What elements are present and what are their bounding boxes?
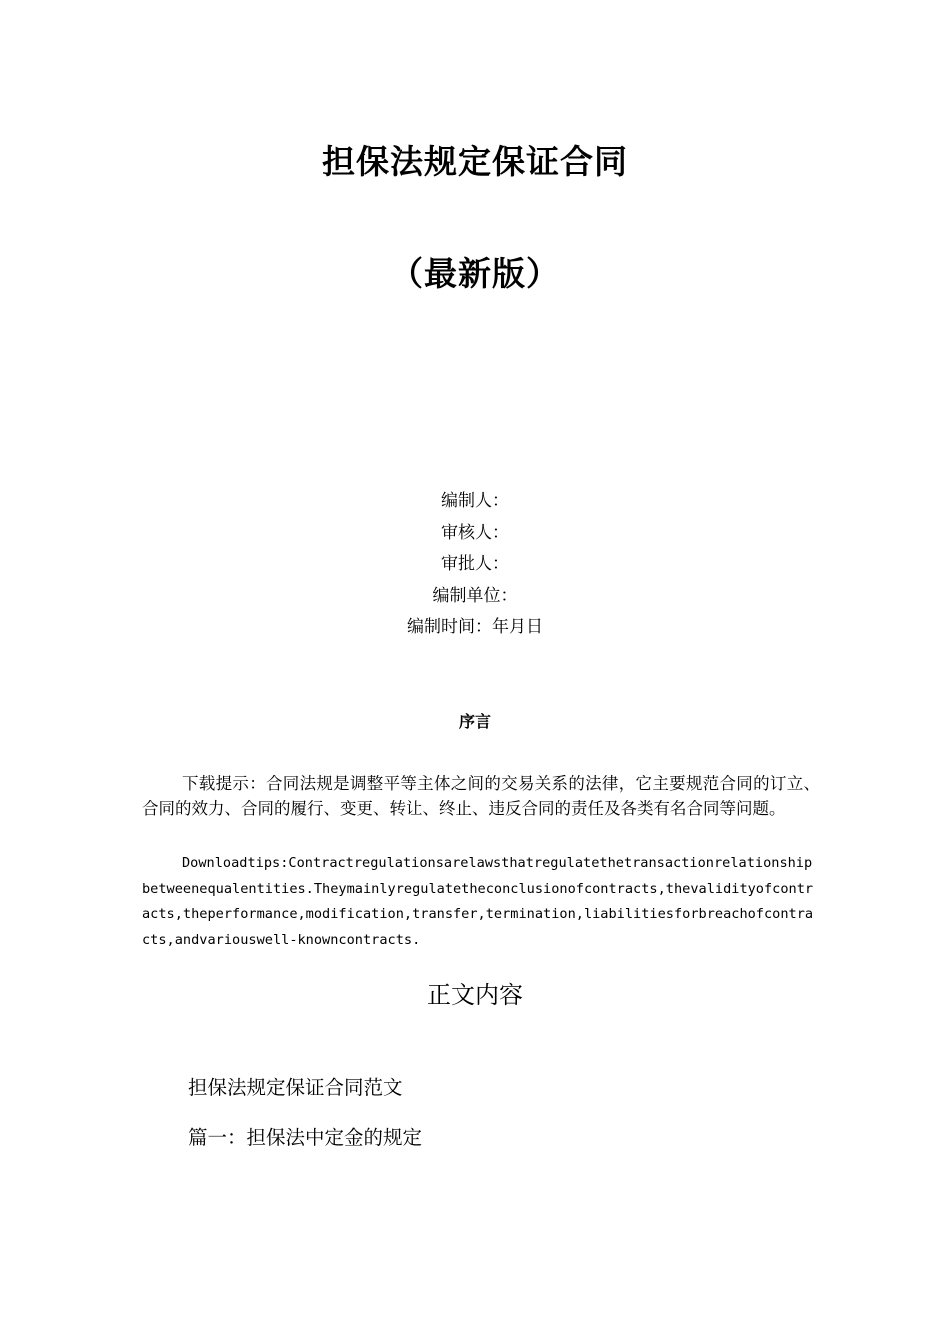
meta-reviewer: 审核人： [441,522,509,543]
document-meta [0,486,950,644]
body-line-contract-title: 担保法规定保证合同范文 [188,1076,403,1099]
meta-approver: 审批人： [441,554,509,574]
document-subtitle: （最新版） [390,254,560,293]
meta-author: 编制人： [441,491,509,511]
preface-heading: 序言 [458,712,491,731]
preface-english-paragraph: Downloadtips:Contractregulationsarelawsthatregulatethetransactionrelationshipbetweenequalentities.Theymainlyregulatetheconclusionofcontracts,thevalidityofcontracts,theperformance,modification,transfer,termination,liabilitiesforbreachofcontracts,andvariouswell-knowncontracts. [142,855,814,948]
document-title: 担保法规定保证合同 [322,142,628,181]
meta-organization: 编制单位： [432,585,518,606]
meta-date: 编制时间：年月日 [407,617,543,637]
body-heading: 正文内容 [427,981,523,1009]
body-line-chapter-one: 篇一：担保法中定金的规定 [188,1126,423,1149]
preface-chinese-paragraph: 下载提示：合同法规是调整平等主体之间的交易关系的法律，它主要规范合同的订立、合同的效力、合同的履行、变更、转让、终止、违反合同的责任及各类有名合同等问题。 [142,774,820,818]
